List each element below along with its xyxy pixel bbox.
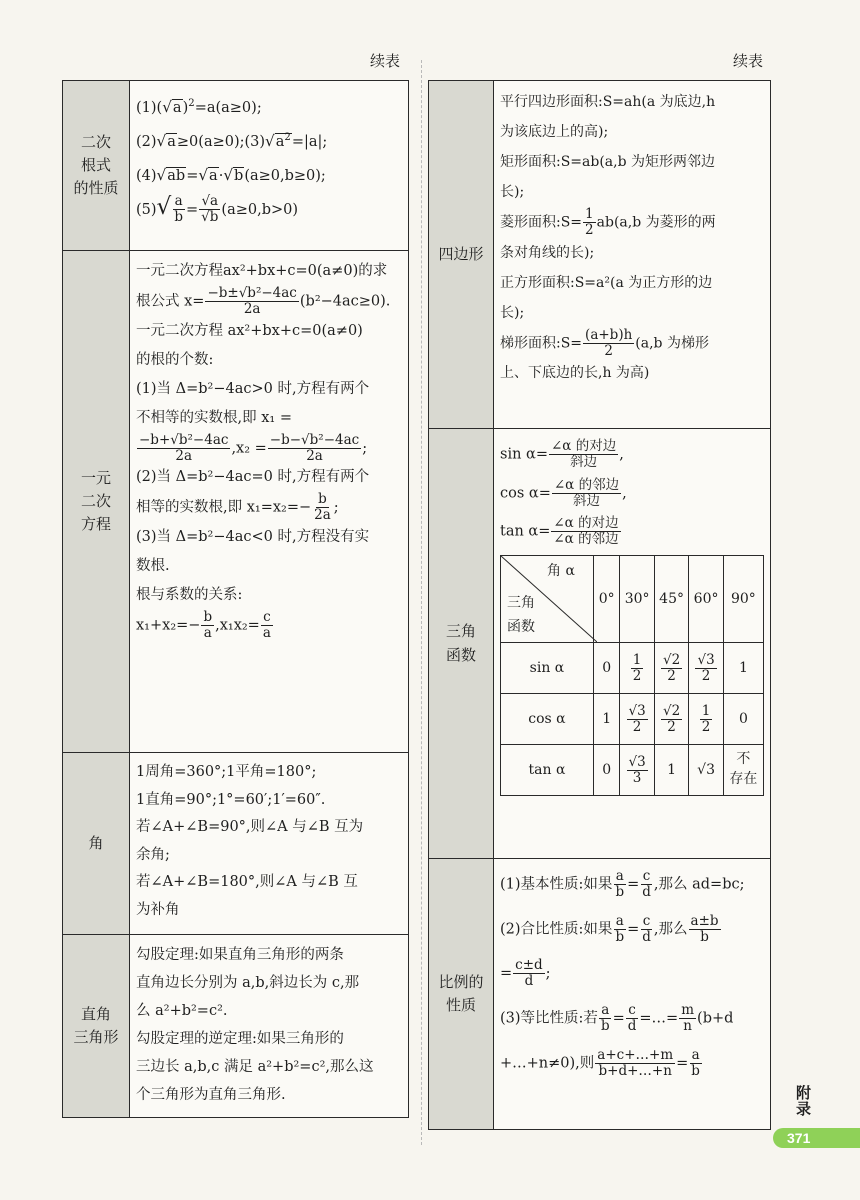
cos-30: $\frac{√3}{2}$ (620, 694, 654, 745)
corner-angle-label: 角 α (547, 563, 575, 580)
radicals-content: $(1)(√a)^2=a(a\ge 0)$; $(2)√a\ge 0(a\ge 0);(3)√a^2=|a|$; (4)√ab=√a·√b(a≥0,b≥0); (5)√ $\frac{a}{b}$ = $\frac{√a}{√b}$ (a≥0,b>0) (136, 97, 328, 226)
corner-func-label-1: 三角 (507, 595, 535, 612)
right-formula-table (428, 80, 771, 1130)
angle-header-60: 60° (689, 556, 723, 643)
trig-label: 三角 函数 (429, 429, 494, 858)
tan-45: 1 (654, 745, 688, 796)
right-triangle-row (63, 935, 408, 1117)
quadrilateral-row (429, 81, 770, 429)
corner-func-label-2: 函数 (507, 619, 535, 636)
tan-90: 不 存在 (723, 745, 763, 796)
row-name-sin: sin α (501, 643, 594, 694)
angle-header-45: 45° (654, 556, 688, 643)
proportion-content: (1)基本性质:如果 $\frac{a}{b}$ = $\frac{c}{d}$ ,那么 ad=bc; (2)合比性质:如果 $\frac{a}{b}$ = $\frac{c}{d}$ ,那么 $\frac{a\pm b}{b}$ = $\frac{c\pm d}{d}$ ; (3)等比性质:若 $\frac{a}{b}$ = $\frac{c}{d}$ =…= $\frac{m}{n}$ (b+d +…+n≠0),则 $\frac{a+c+\dots+m}{b+d+\dots+n}$ = $\frac{a}{b}$ (500, 868, 745, 1079)
tan-30: $\frac{√3}{3}$ (620, 745, 654, 796)
trig-value-table (500, 555, 764, 796)
sin-30: $\frac{1}{2}$ (620, 643, 654, 694)
page-number-badge: 371 (773, 1128, 860, 1148)
radicals-label: 二次 根式 的性质 (63, 81, 130, 250)
angle-content: 1周角=360°;1平角=180°; 1直角=90°;1°=60′;1′=60″. 若∠A+∠B=90°,则∠A 与∠B 互为 余角; 若∠A+∠B=180°,则∠A 与∠B 互 为补角 (136, 764, 364, 918)
cos-45: $\frac{√2}{2}$ (654, 694, 688, 745)
quadratic-label: 一元 二次 方程 (63, 251, 130, 752)
cos-90: 0 (723, 694, 763, 745)
right-triangle-label: 直角 三角形 (63, 935, 130, 1117)
column-divider (421, 60, 422, 1145)
sin-0: 0 (593, 643, 619, 694)
angle-label: 角 (63, 753, 130, 934)
sin-60: $\frac{√3}{2}$ (689, 643, 723, 694)
appendix-side-tab: 附录 (794, 1085, 812, 1117)
trig-content: sin α= $\frac{\text{∠α 的对边}}{\text{斜边}}$ , cos α= $\frac{\text{∠α 的邻边}}{\text{斜边}}$ , tan α= $\frac{\text{∠α 的对边}}{\text{∠α 的邻边}}$ 角 α 三角 函数 0° 30° 45° 60° 90° sin α 0 $\frac{1}{2}$ $\frac{√2}{2}$ $\frac{√3}{2}$ 1 cos α 1 $\frac{√3}{2}$ $\frac{√2}{2}$ $\frac{1}{2}$ 0 tan α 0 $\frac{√3}{3}$ 1 √3 不 存在 (494, 429, 770, 858)
sin-45: $\frac{√2}{2}$ (654, 643, 688, 694)
proportion-row (429, 859, 770, 1129)
radicals-row (63, 81, 408, 251)
angle-header-30: 30° (620, 556, 654, 643)
quadrilateral-label: 四边形 (429, 81, 494, 428)
row-name-tan: tan α (501, 745, 594, 796)
left-formula-table (62, 80, 409, 1118)
proportion-label: 比例的 性质 (429, 859, 494, 1129)
row-name-cos: cos α (501, 694, 594, 745)
cos-60: $\frac{1}{2}$ (689, 694, 723, 745)
angle-header-90: 90° (723, 556, 763, 643)
quadratic-content: 一元二次方程ax²+bx+c=0(a≠0)的求 根公式 x= $\frac{\text{−b±√b²−4ac}}{2a}$ (b²−4ac≥0). 一元二次方程 ax²+bx+c=0(a≠0) 的根的个数: (1)当 Δ=b²−4ac>0 时,方程有两个 不相等的实数根,即 x₁ = $\frac{\text{−b+√b²−4ac}}{2a}$ ,x₂ = $\frac{\text{−b−√b²−4ac}}{2a}$ ; (2)当 Δ=b²−4ac=0 时,方程有两个 相等的实数根,即 x₁=x₂=− $\frac{b}{2a}$ ; (3)当 Δ=b²−4ac<0 时,方程没有实 数根. 根与系数的关系: x₁+x₂=− $\frac{b}{a}$ ,x₁x₂= $\frac{c}{a}$ (136, 263, 391, 641)
cos-0: 1 (593, 694, 619, 745)
sin-90: 1 (723, 643, 763, 694)
trig-row (429, 429, 770, 859)
tan-60: √3 (689, 745, 723, 796)
angle-row (63, 753, 408, 935)
angle-header-0: 0° (593, 556, 619, 643)
quadrilateral-content: 平行四边形面积:S=ah(a 为底边,h 为该底边上的高); 矩形面积:S=ab(a,b 为矩形两邻边 长); 菱形面积:S= $\frac{1}{2}$ ab(a,b 为菱形的两 条对角线的长); 正方形面积:S=a²(a 为正方形的边 长); 梯形面积:S= $\frac{(a+b)h}{2}$ (a,b 为梯形 上、下底边的长,h 为高) (500, 94, 716, 382)
right-triangle-content: 勾股定理:如果直角三角形的两条 直角边长分别为 a,b,斜边长为 c,那 么 a²+b²=c². 勾股定理的逆定理:如果三角形的 三边长 a,b,c 满足 a²+b²=c²,那么这 个三角形为直角三角形. (136, 947, 374, 1103)
right-header: 续表 (733, 52, 764, 70)
quadratic-row (63, 251, 408, 753)
trig-table-corner (501, 556, 594, 643)
tan-0: 0 (593, 745, 619, 796)
left-header: 续表 (370, 52, 401, 70)
